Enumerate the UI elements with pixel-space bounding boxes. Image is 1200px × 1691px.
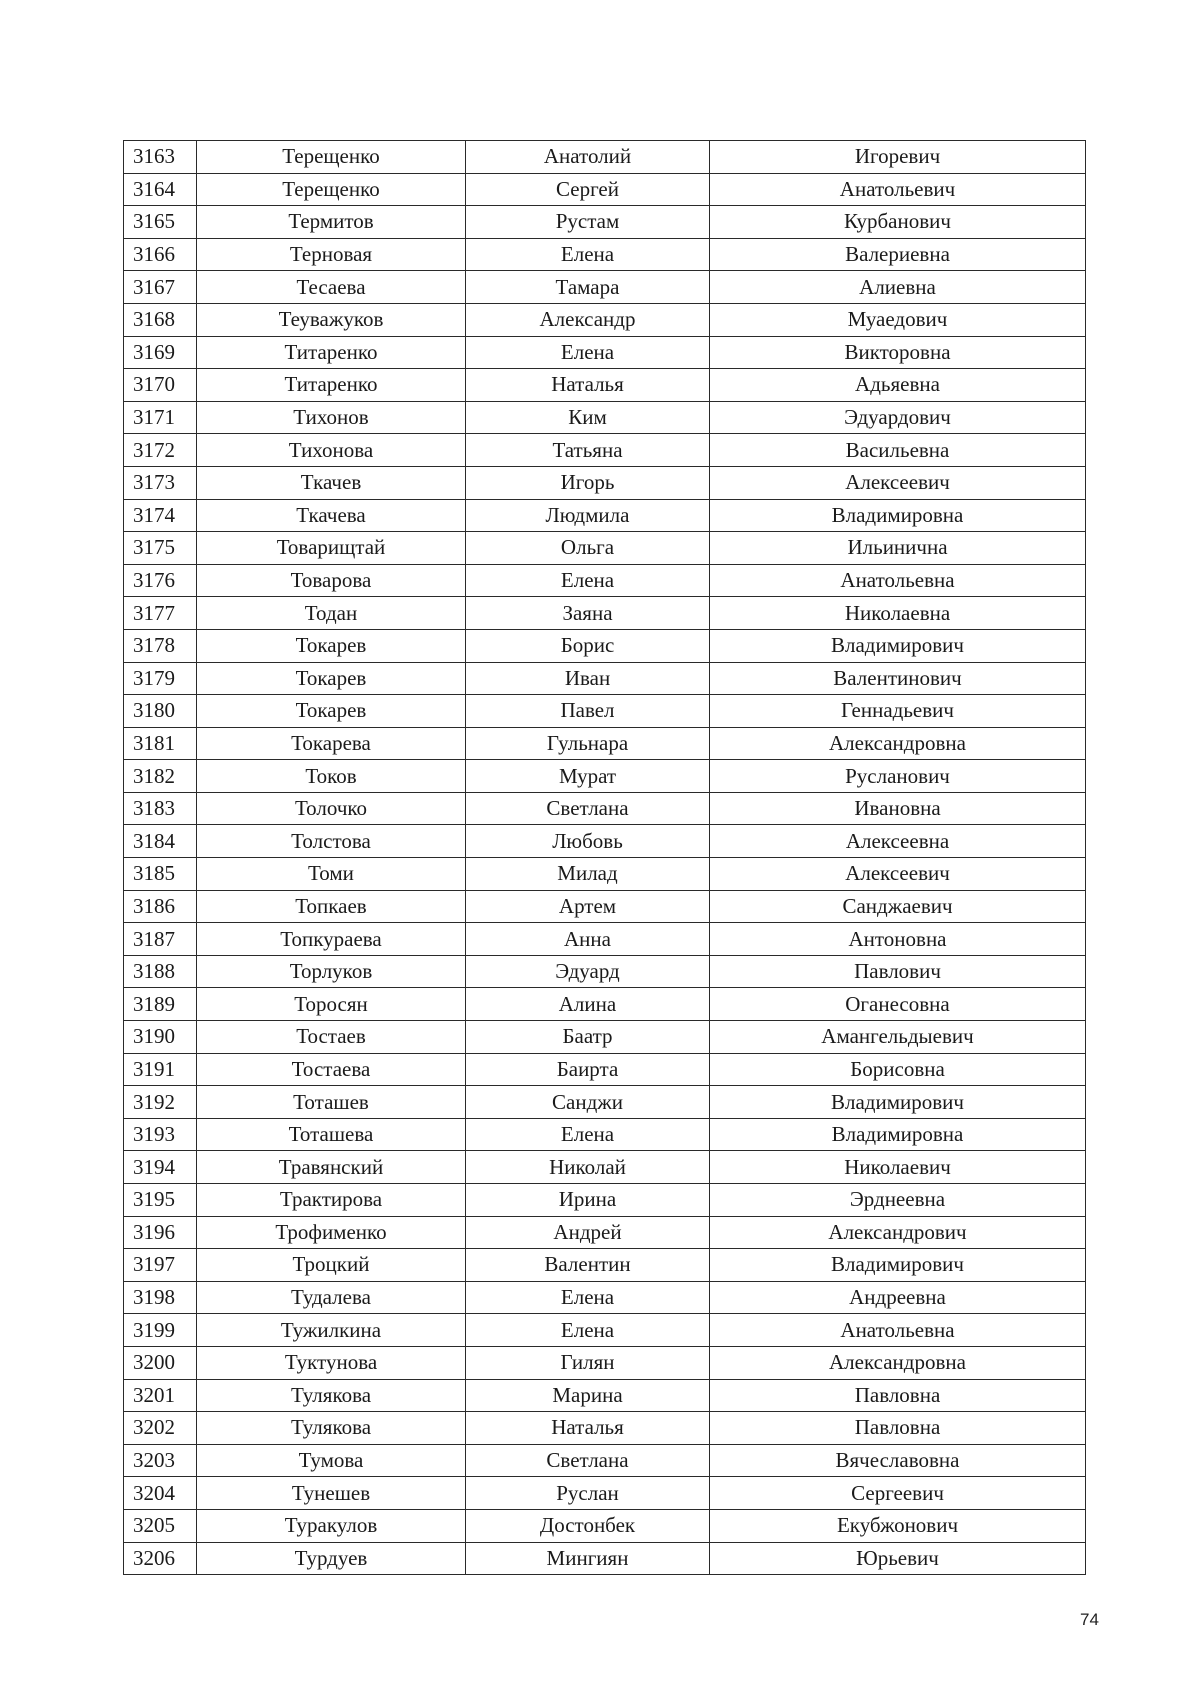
first-name: Милад [466, 858, 710, 891]
first-name: Светлана [466, 1444, 710, 1477]
patronymic: Оганесовна [710, 988, 1086, 1021]
row-number: 3165 [124, 206, 197, 239]
first-name: Санджи [466, 1086, 710, 1119]
patronymic: Николаевна [710, 597, 1086, 630]
last-name: Толстова [197, 825, 466, 858]
patronymic: Алексеевич [710, 466, 1086, 499]
last-name: Торлуков [197, 955, 466, 988]
table-row [124, 206, 1086, 239]
first-name: Ким [466, 401, 710, 434]
table-row [124, 1542, 1086, 1575]
row-number: 3181 [124, 727, 197, 760]
table-row [124, 1216, 1086, 1249]
last-name: Тунешев [197, 1477, 466, 1510]
patronymic: Владимирович [710, 629, 1086, 662]
patronymic: Владимировна [710, 499, 1086, 532]
row-number: 3202 [124, 1412, 197, 1445]
last-name: Токарев [197, 662, 466, 695]
last-name: Товарова [197, 564, 466, 597]
patronymic: Сергеевич [710, 1477, 1086, 1510]
last-name: Терещенко [197, 173, 466, 206]
last-name: Травянский [197, 1151, 466, 1184]
patronymic: Владимирович [710, 1249, 1086, 1282]
table-row [124, 1118, 1086, 1151]
row-number: 3166 [124, 238, 197, 271]
row-number: 3191 [124, 1053, 197, 1086]
patronymic: Геннадьевич [710, 695, 1086, 728]
row-number: 3167 [124, 271, 197, 304]
row-number: 3178 [124, 629, 197, 662]
last-name: Токарев [197, 695, 466, 728]
patronymic: Анатольевна [710, 564, 1086, 597]
row-number: 3171 [124, 401, 197, 434]
table-row [124, 238, 1086, 271]
row-number: 3196 [124, 1216, 197, 1249]
table-row [124, 858, 1086, 891]
row-number: 3182 [124, 760, 197, 793]
last-name: Торосян [197, 988, 466, 1021]
first-name: Елена [466, 1314, 710, 1347]
patronymic: Эрднеевна [710, 1184, 1086, 1217]
row-number: 3198 [124, 1281, 197, 1314]
patronymic: Александрович [710, 1216, 1086, 1249]
first-name: Наталья [466, 369, 710, 402]
row-number: 3190 [124, 1021, 197, 1054]
row-number: 3163 [124, 141, 197, 174]
first-name: Елена [466, 238, 710, 271]
row-number: 3199 [124, 1314, 197, 1347]
table-row [124, 890, 1086, 923]
last-name: Тодан [197, 597, 466, 630]
table-row [124, 466, 1086, 499]
patronymic: Русланович [710, 760, 1086, 793]
patronymic: Ильинична [710, 532, 1086, 565]
first-name: Иван [466, 662, 710, 695]
patronymic: Владимировна [710, 1118, 1086, 1151]
table-row [124, 1412, 1086, 1445]
first-name: Анатолий [466, 141, 710, 174]
row-number: 3179 [124, 662, 197, 695]
last-name: Трофименко [197, 1216, 466, 1249]
patronymic: Амангельдыевич [710, 1021, 1086, 1054]
page-number: 74 [1080, 1610, 1099, 1629]
row-number: 3168 [124, 303, 197, 336]
patronymic: Ивановна [710, 792, 1086, 825]
row-number: 3184 [124, 825, 197, 858]
row-number: 3192 [124, 1086, 197, 1119]
last-name: Токов [197, 760, 466, 793]
last-name: Терещенко [197, 141, 466, 174]
table-row [124, 1509, 1086, 1542]
first-name: Анна [466, 923, 710, 956]
first-name: Елена [466, 336, 710, 369]
last-name: Тудалева [197, 1281, 466, 1314]
row-number: 3170 [124, 369, 197, 402]
table-row [124, 1477, 1086, 1510]
patronymic: Викторовна [710, 336, 1086, 369]
table-row [124, 923, 1086, 956]
row-number: 3187 [124, 923, 197, 956]
last-name: Токарева [197, 727, 466, 760]
first-name: Руслан [466, 1477, 710, 1510]
row-number: 3206 [124, 1542, 197, 1575]
row-number: 3204 [124, 1477, 197, 1510]
row-number: 3186 [124, 890, 197, 923]
names-table-body [124, 141, 1086, 1575]
last-name: Титаренко [197, 336, 466, 369]
last-name: Топкаев [197, 890, 466, 923]
table-row [124, 1346, 1086, 1379]
last-name: Томи [197, 858, 466, 891]
first-name: Елена [466, 1281, 710, 1314]
table-row [124, 499, 1086, 532]
last-name: Тихонова [197, 434, 466, 467]
patronymic: Валериевна [710, 238, 1086, 271]
row-number: 3176 [124, 564, 197, 597]
patronymic: Анатольевич [710, 173, 1086, 206]
first-name: Ирина [466, 1184, 710, 1217]
table-row [124, 1021, 1086, 1054]
table-row [124, 303, 1086, 336]
first-name: Любовь [466, 825, 710, 858]
last-name: Тумова [197, 1444, 466, 1477]
table-row [124, 825, 1086, 858]
patronymic: Екубжонович [710, 1509, 1086, 1542]
last-name: Троцкий [197, 1249, 466, 1282]
row-number: 3183 [124, 792, 197, 825]
first-name: Валентин [466, 1249, 710, 1282]
patronymic: Алексеевич [710, 858, 1086, 891]
patronymic: Антоновна [710, 923, 1086, 956]
row-number: 3180 [124, 695, 197, 728]
patronymic: Александровна [710, 1346, 1086, 1379]
patronymic: Анатольевна [710, 1314, 1086, 1347]
row-number: 3189 [124, 988, 197, 1021]
patronymic: Павловна [710, 1379, 1086, 1412]
first-name: Достонбек [466, 1509, 710, 1542]
table-row [124, 369, 1086, 402]
names-table [123, 140, 1086, 1575]
patronymic: Игоревич [710, 141, 1086, 174]
row-number: 3193 [124, 1118, 197, 1151]
last-name: Тесаева [197, 271, 466, 304]
last-name: Тостаева [197, 1053, 466, 1086]
last-name: Туктунова [197, 1346, 466, 1379]
table-row [124, 1151, 1086, 1184]
row-number: 3185 [124, 858, 197, 891]
last-name: Тоташева [197, 1118, 466, 1151]
patronymic: Эдуардович [710, 401, 1086, 434]
first-name: Александр [466, 303, 710, 336]
last-name: Товарищтай [197, 532, 466, 565]
last-name: Тулякова [197, 1412, 466, 1445]
row-number: 3200 [124, 1346, 197, 1379]
first-name: Марина [466, 1379, 710, 1412]
last-name: Трактирова [197, 1184, 466, 1217]
first-name: Рустам [466, 206, 710, 239]
table-row [124, 564, 1086, 597]
table-row [124, 532, 1086, 565]
first-name: Тамара [466, 271, 710, 304]
row-number: 3188 [124, 955, 197, 988]
row-number: 3175 [124, 532, 197, 565]
first-name: Татьяна [466, 434, 710, 467]
patronymic: Николаевич [710, 1151, 1086, 1184]
patronymic: Павлович [710, 955, 1086, 988]
last-name: Ткачев [197, 466, 466, 499]
row-number: 3205 [124, 1509, 197, 1542]
first-name: Мингиян [466, 1542, 710, 1575]
last-name: Тихонов [197, 401, 466, 434]
patronymic: Курбанович [710, 206, 1086, 239]
patronymic: Андреевна [710, 1281, 1086, 1314]
last-name: Толочко [197, 792, 466, 825]
table-row [124, 1249, 1086, 1282]
patronymic: Алексеевна [710, 825, 1086, 858]
table-row [124, 434, 1086, 467]
row-number: 3197 [124, 1249, 197, 1282]
first-name: Борис [466, 629, 710, 662]
patronymic: Борисовна [710, 1053, 1086, 1086]
last-name: Тостаев [197, 1021, 466, 1054]
first-name: Мурат [466, 760, 710, 793]
last-name: Туракулов [197, 1509, 466, 1542]
table-row [124, 1281, 1086, 1314]
last-name: Терновая [197, 238, 466, 271]
table-row [124, 988, 1086, 1021]
table-row [124, 173, 1086, 206]
first-name: Гульнара [466, 727, 710, 760]
first-name: Светлана [466, 792, 710, 825]
last-name: Тужилкина [197, 1314, 466, 1347]
patronymic: Вячеславовна [710, 1444, 1086, 1477]
first-name: Игорь [466, 466, 710, 499]
patronymic: Павловна [710, 1412, 1086, 1445]
last-name: Титаренко [197, 369, 466, 402]
first-name: Артем [466, 890, 710, 923]
first-name: Ольга [466, 532, 710, 565]
patronymic: Адьяевна [710, 369, 1086, 402]
table-row [124, 760, 1086, 793]
last-name: Термитов [197, 206, 466, 239]
first-name: Наталья [466, 1412, 710, 1445]
first-name: Андрей [466, 1216, 710, 1249]
table-row [124, 1053, 1086, 1086]
table-row [124, 336, 1086, 369]
table-row [124, 401, 1086, 434]
last-name: Турдуев [197, 1542, 466, 1575]
first-name: Эдуард [466, 955, 710, 988]
row-number: 3194 [124, 1151, 197, 1184]
patronymic: Муаедович [710, 303, 1086, 336]
last-name: Токарев [197, 629, 466, 662]
patronymic: Валентинович [710, 662, 1086, 695]
patronymic: Алиевна [710, 271, 1086, 304]
row-number: 3169 [124, 336, 197, 369]
last-name: Тоташев [197, 1086, 466, 1119]
table-row [124, 271, 1086, 304]
first-name: Павел [466, 695, 710, 728]
row-number: 3164 [124, 173, 197, 206]
patronymic: Александровна [710, 727, 1086, 760]
table-row [124, 1379, 1086, 1412]
table-row [124, 792, 1086, 825]
first-name: Баатр [466, 1021, 710, 1054]
table-row [124, 597, 1086, 630]
first-name: Сергей [466, 173, 710, 206]
row-number: 3203 [124, 1444, 197, 1477]
table-row [124, 662, 1086, 695]
last-name: Топкураева [197, 923, 466, 956]
table-row [124, 1086, 1086, 1119]
row-number: 3177 [124, 597, 197, 630]
table-row [124, 1444, 1086, 1477]
patronymic: Васильевна [710, 434, 1086, 467]
table-row [124, 695, 1086, 728]
table-row [124, 141, 1086, 174]
patronymic: Владимирович [710, 1086, 1086, 1119]
first-name: Елена [466, 564, 710, 597]
first-name: Николай [466, 1151, 710, 1184]
table-row [124, 629, 1086, 662]
first-name: Людмила [466, 499, 710, 532]
table-row [124, 1314, 1086, 1347]
table-row [124, 955, 1086, 988]
first-name: Алина [466, 988, 710, 1021]
first-name: Гилян [466, 1346, 710, 1379]
last-name: Теуважуков [197, 303, 466, 336]
row-number: 3195 [124, 1184, 197, 1217]
first-name: Баирта [466, 1053, 710, 1086]
table-row [124, 727, 1086, 760]
patronymic: Санджаевич [710, 890, 1086, 923]
patronymic: Юрьевич [710, 1542, 1086, 1575]
row-number: 3201 [124, 1379, 197, 1412]
row-number: 3173 [124, 466, 197, 499]
last-name: Ткачева [197, 499, 466, 532]
row-number: 3172 [124, 434, 197, 467]
row-number: 3174 [124, 499, 197, 532]
first-name: Заяна [466, 597, 710, 630]
last-name: Тулякова [197, 1379, 466, 1412]
first-name: Елена [466, 1118, 710, 1151]
table-row [124, 1184, 1086, 1217]
